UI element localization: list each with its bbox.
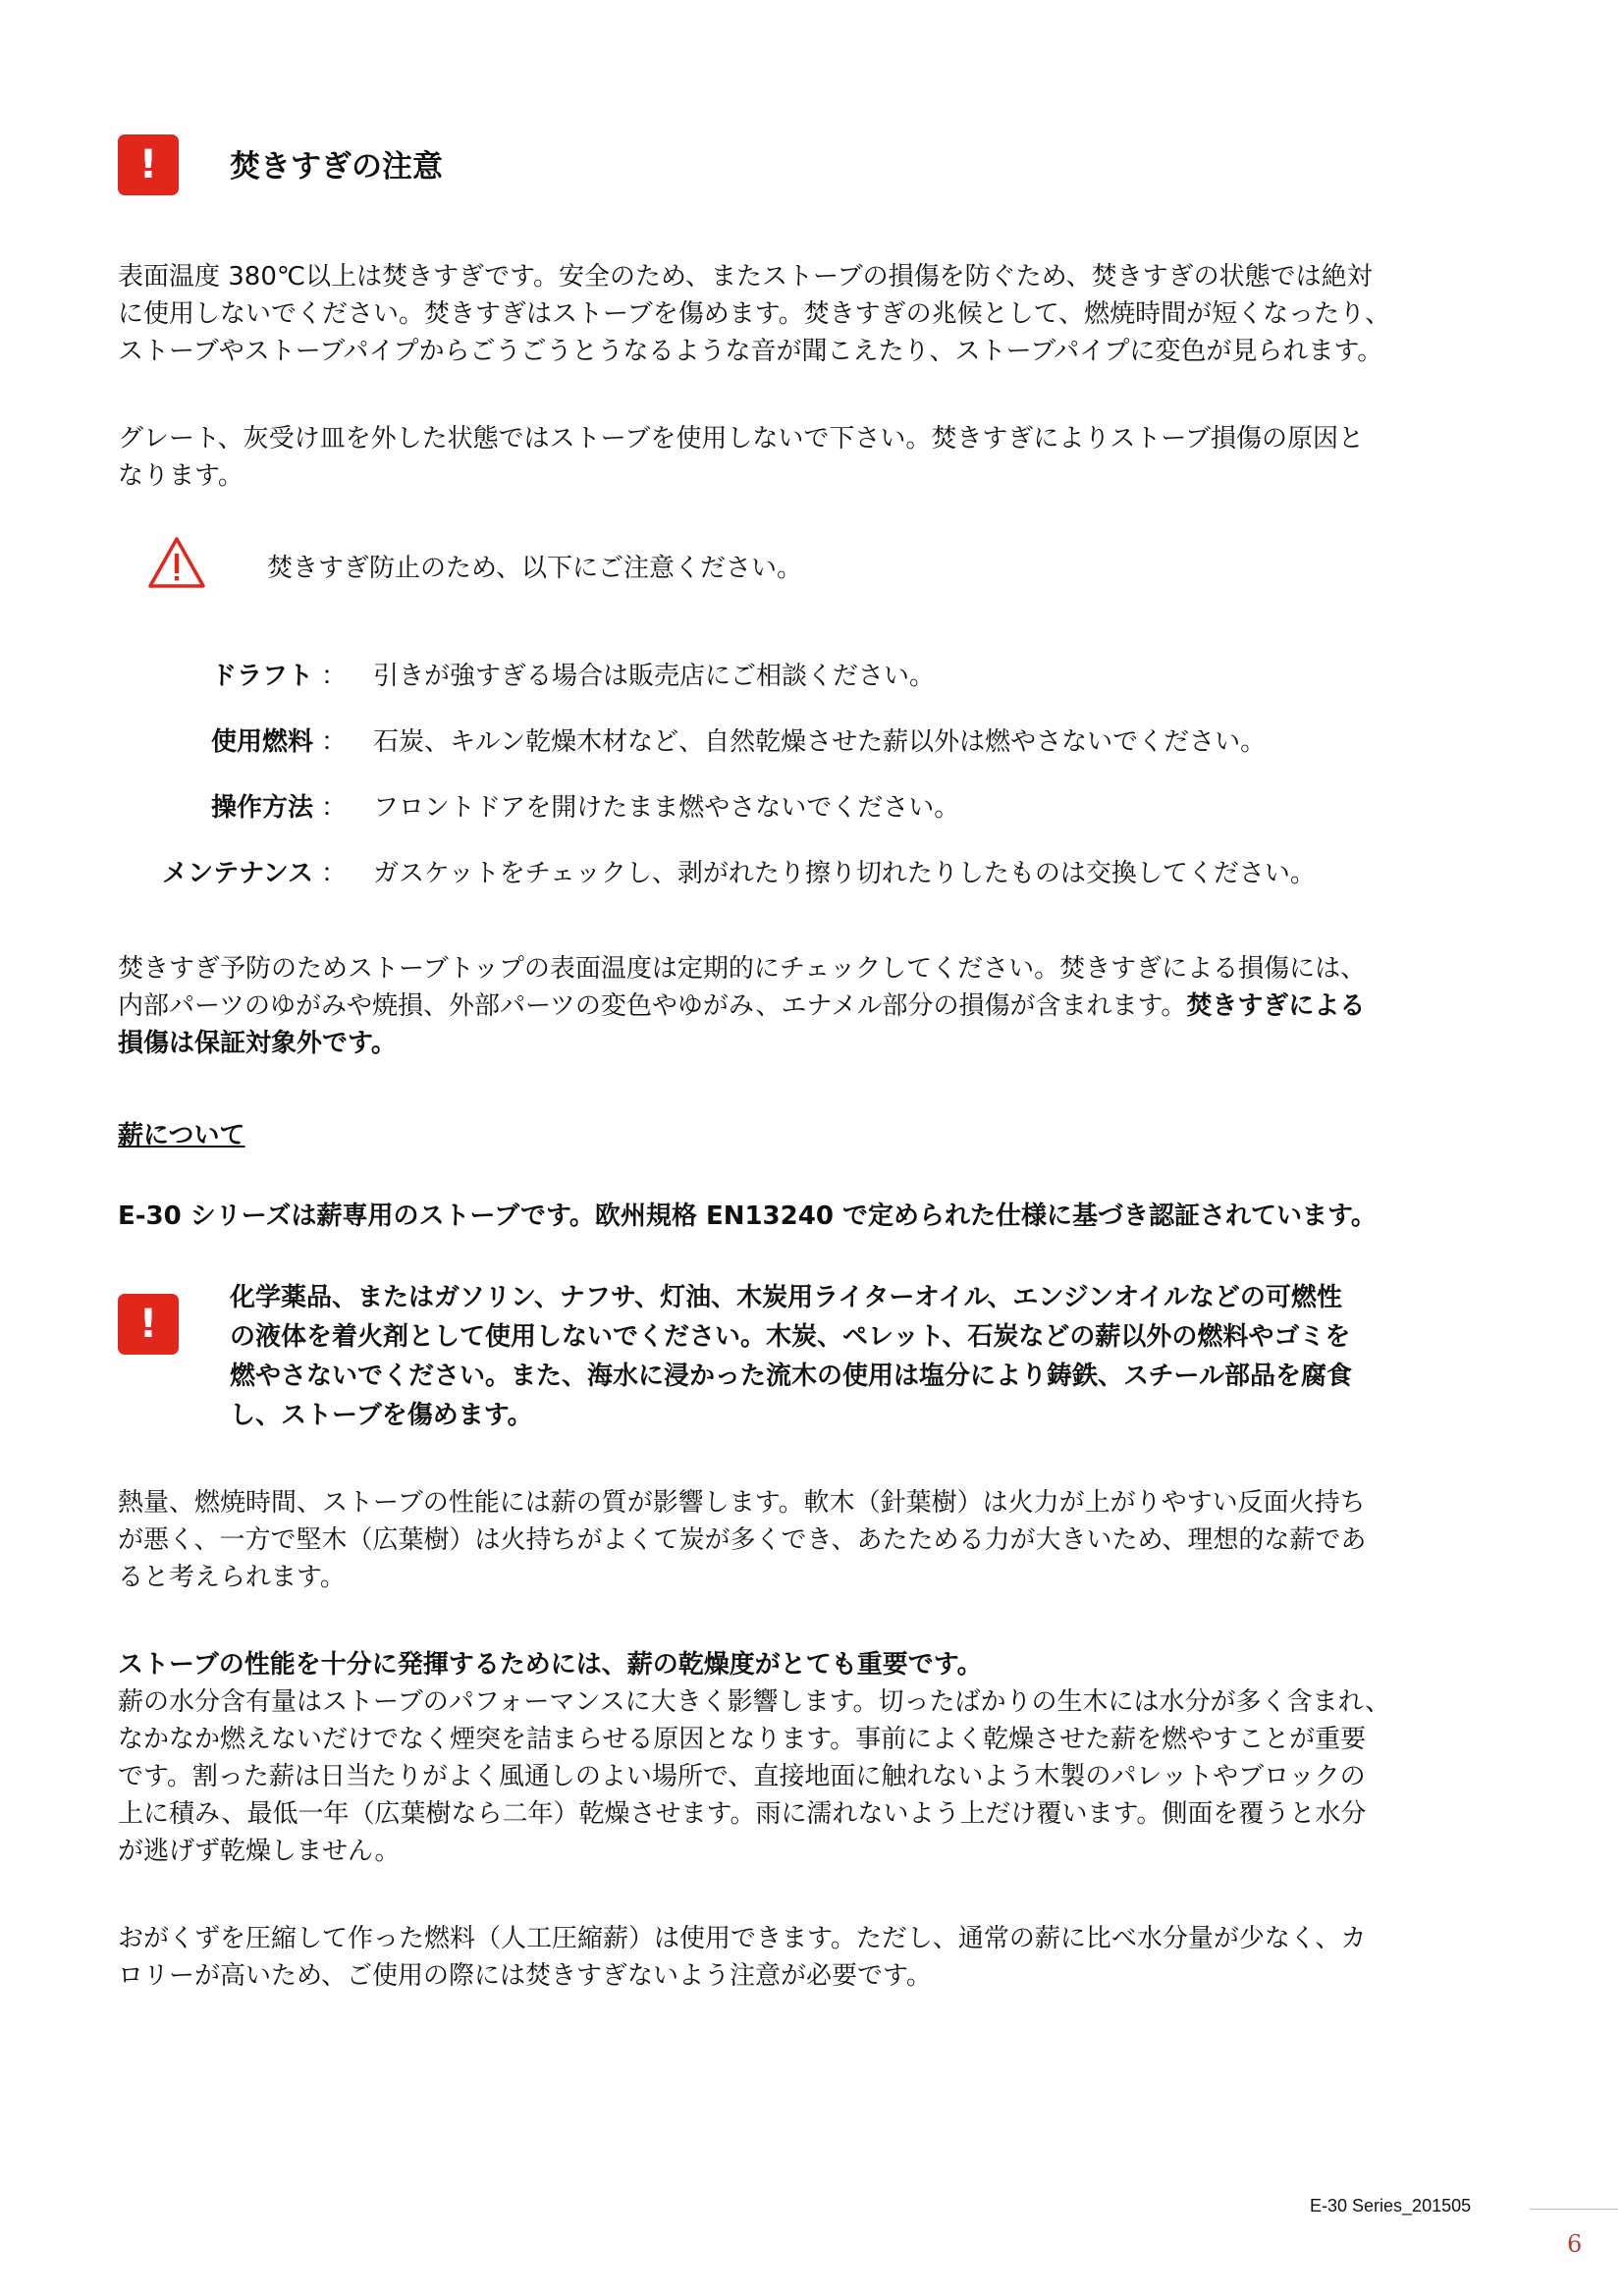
wood-quality-paragraph (118, 1484, 1522, 1596)
grate-line: なります。 (118, 461, 244, 491)
exclamation-glyph: ! (138, 1302, 158, 1347)
checklist-text: フロントドアを開けたまま燃やさないでください。 (373, 793, 960, 823)
exclamation-glyph: ! (138, 142, 158, 187)
exclamation-icon (118, 134, 179, 195)
checklist-colon: ： (321, 793, 348, 823)
prevention-text: 内部パーツのゆがみや焼損、外部パーツの変色やゆがみ、エナメル部分の損傷が含まれます。 (118, 991, 1187, 1021)
wood-quality-line: ると考えられます。 (118, 1563, 346, 1592)
prevention-paragraph (118, 950, 1522, 1062)
fuel-warning-line: の液体を着火剤として使用しないでください。木炭、ペレット、石炭などの薪以外の燃料やゴミを (230, 1322, 1351, 1352)
checklist-label: 操作方法 (210, 793, 313, 823)
compressed-line: おがくずを圧縮して作った燃料（人工圧縮薪）は使用できます。ただし、通常の薪に比べ水分量が少なく、カ (118, 1924, 1367, 1953)
section-heading: 薪について (118, 1121, 245, 1150)
checklist-label: 使用燃料 (210, 727, 313, 757)
page-title: 焚きすぎの注意 (230, 149, 443, 185)
fuel-warning-line: 化学薬品、またはガソリン、ナフサ、灯油、木炭用ライターオイル、エンジンオイルなどの可燃性 (230, 1283, 1342, 1312)
checklist-text: ガスケットをチェックし、剥がれたり擦り切れたりしたものは交換してください。 (373, 859, 1316, 888)
intro-line: 表面温度 380℃以上は焚きすぎです。安全のため、またストーブの損傷を防ぐため、焚きすぎの状態では絶対 (118, 262, 1373, 292)
prevention-bold-text: 焚きすぎによる (1186, 991, 1366, 1021)
intro-line: ストーブやストーブパイプからごうごうとうなるような音が聞こえたり、ストーブパイプに変色が見られます。 (118, 337, 1383, 366)
drying-line: なかなか燃えないだけでなく煙突を詰まらせる原因となります。事前によく乾燥させた薪を燃やすことが重要 (118, 1725, 1367, 1754)
checklist-colon: ： (321, 662, 348, 691)
drying-line: が逃げず乾燥しません。 (118, 1837, 401, 1866)
checklist-colon: ： (321, 727, 348, 757)
checklist-label: ドラフト (210, 662, 313, 691)
page-number: 6 (1567, 2230, 1583, 2258)
fuel-warning-text (230, 1278, 1526, 1435)
grate-line: グレート、灰受け皿を外した状態ではストーブを使用しないで下さい。焚きすぎによりストーブ損傷の原因と (118, 424, 1365, 454)
drying-heading: ストーブの性能を十分に発揮するためには、薪の乾燥度がとても重要です。 (118, 1650, 983, 1680)
drying-line: 薪の水分含有量はストーブのパフォーマンスに大きく影響します。切ったばかりの生木には水分が多く含まれ、 (118, 1687, 1391, 1717)
intro-paragraph (118, 258, 1522, 370)
checklist-text: 石炭、キルン乾燥木材など、自然乾燥させた薪以外は燃やさないでください。 (373, 727, 1267, 757)
checklist-colon: ： (321, 859, 348, 888)
compressed-fuel-paragraph (118, 1920, 1522, 1995)
grate-paragraph (118, 420, 1522, 495)
drying-line: 上に積み、最低一年（広葉樹なら二年）乾燥させます。雨に濡れないよう上だけ覆います。側面を覆うと水分 (118, 1799, 1367, 1829)
prevention-line (118, 988, 1522, 1025)
exclamation-icon (118, 1294, 179, 1355)
fuel-warning-line: 燃やさないでください。また、海水に浸かった流木の使用は塩分により鋳鉄、スチール部品を腐食 (230, 1362, 1352, 1391)
standard-statement: E-30 シリーズは薪専用のストーブです。欧州規格 EN13240 で定められた仕様に基づき認証されています。 (118, 1201, 1377, 1231)
warning-triangle-icon (147, 536, 206, 589)
caution-text: 焚きすぎ防止のため、以下にご注意ください。 (267, 554, 802, 583)
wood-quality-line: 熱量、燃焼時間、ストーブの性能には薪の質が影響します。軟木（針葉樹）は火力が上がりやすい反面火持ち (118, 1488, 1366, 1518)
prevention-line: 焚きすぎ予防のためストーブトップの表面温度は定期的にチェックしてください。焚きすぎによる損傷には、 (118, 954, 1367, 984)
compressed-line: ロリーが高いため、ご使用の際には焚きすぎないよう注意が必要です。 (118, 1961, 932, 1991)
drying-line: です。割った薪は日当たりがよく風通しのよい場所で、直接地面に触れないよう木製のパレットやブロックの (118, 1762, 1366, 1791)
footer-series: E-30 Series_201505 (1310, 2196, 1472, 2216)
drying-paragraph (118, 1646, 1522, 1870)
wood-quality-line: が悪く、一方で堅木（広葉樹）は火持ちがよくて炭が多くでき、あたためる力が大きいため、理想的な薪であ (118, 1525, 1367, 1555)
fuel-warning-line: し、ストーブを傷めます。 (230, 1401, 533, 1430)
checklist-text: 引きが強すぎる場合は販売店にご相談ください。 (373, 662, 936, 691)
intro-line: に使用しないでください。焚きすぎはストーブを傷めます。焚きすぎの兆候として、燃焼時間が短くなったり、 (118, 299, 1391, 329)
warranty-note: 損傷は保証対象外です。 (118, 1029, 397, 1058)
checklist-label: メンテナンス (162, 859, 313, 888)
footer-rule (1530, 2209, 1618, 2210)
